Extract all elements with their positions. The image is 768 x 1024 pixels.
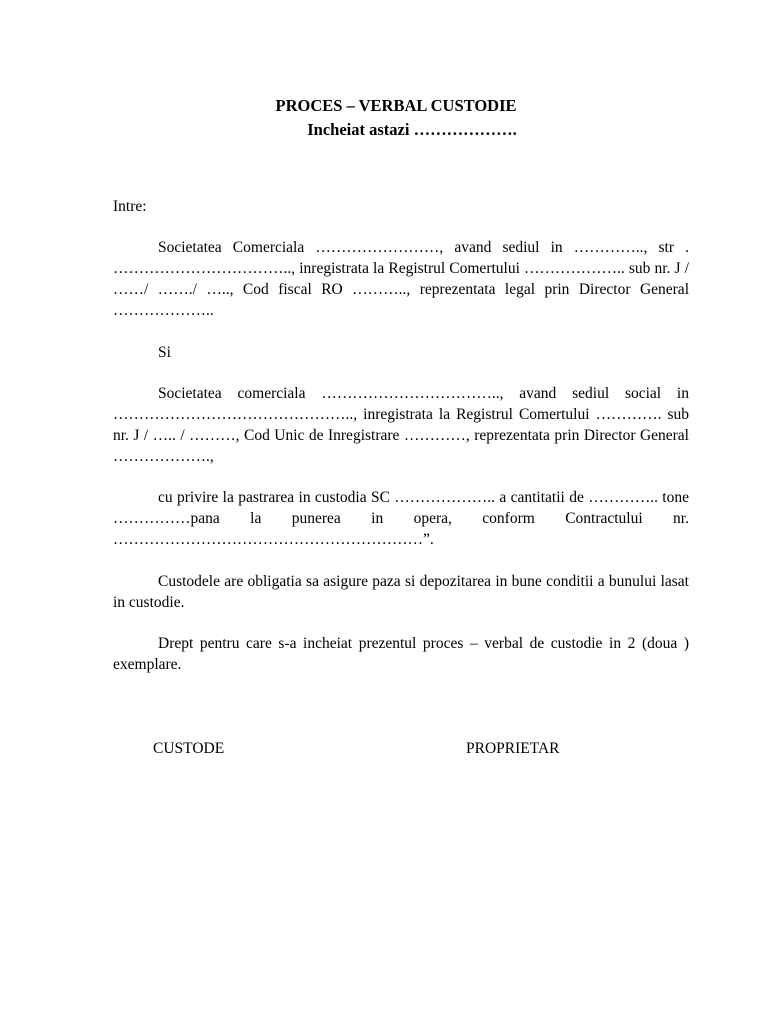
document-subtitle-date: Incheiat astazi ………………. [307,120,517,139]
signature-custode: CUSTODE [153,740,225,757]
closing-paragraph: Drept pentru care s-a incheiat prezentul proces – verbal de custodie in 2 (doua ) exemplare. [113,635,689,673]
intro-label: Intre: [113,198,147,215]
document-title: PROCES – VERBAL CUSTODIE [275,96,517,115]
party2-paragraph: Societatea comerciala …………………………….., avand sediul social in ……………………………………….., inregistrata la Registrul Comertului …………. sub nr. J / ….. / ………, Cod Unic de Inregistrare …………, reprezentata prin Director General ………………., [113,385,689,465]
obligation-paragraph: Custodele are obligatia sa asigure paza si depozitarea in bune conditii a bunului lasat in custodie. [113,573,689,611]
party1-paragraph: Societatea Comerciala ……………………, avand sediul in ………….., str . …………………………….., inregistrata la Registrul Comertului ……………….. sub nr. J / ……/ ……./ ….., Cod fiscal RO ……….., reprezentata legal prin Director General ……………….. [113,239,689,319]
scope-paragraph: cu privire la pastrarea in custodia SC ……………….. a cantitatii de ………….. tone ……………pana la punerea in opera, conform Contractului nr. ……………………………………………………”. [113,489,689,548]
signature-proprietar: PROPRIETAR [466,740,560,757]
and-label: Si [158,344,171,361]
